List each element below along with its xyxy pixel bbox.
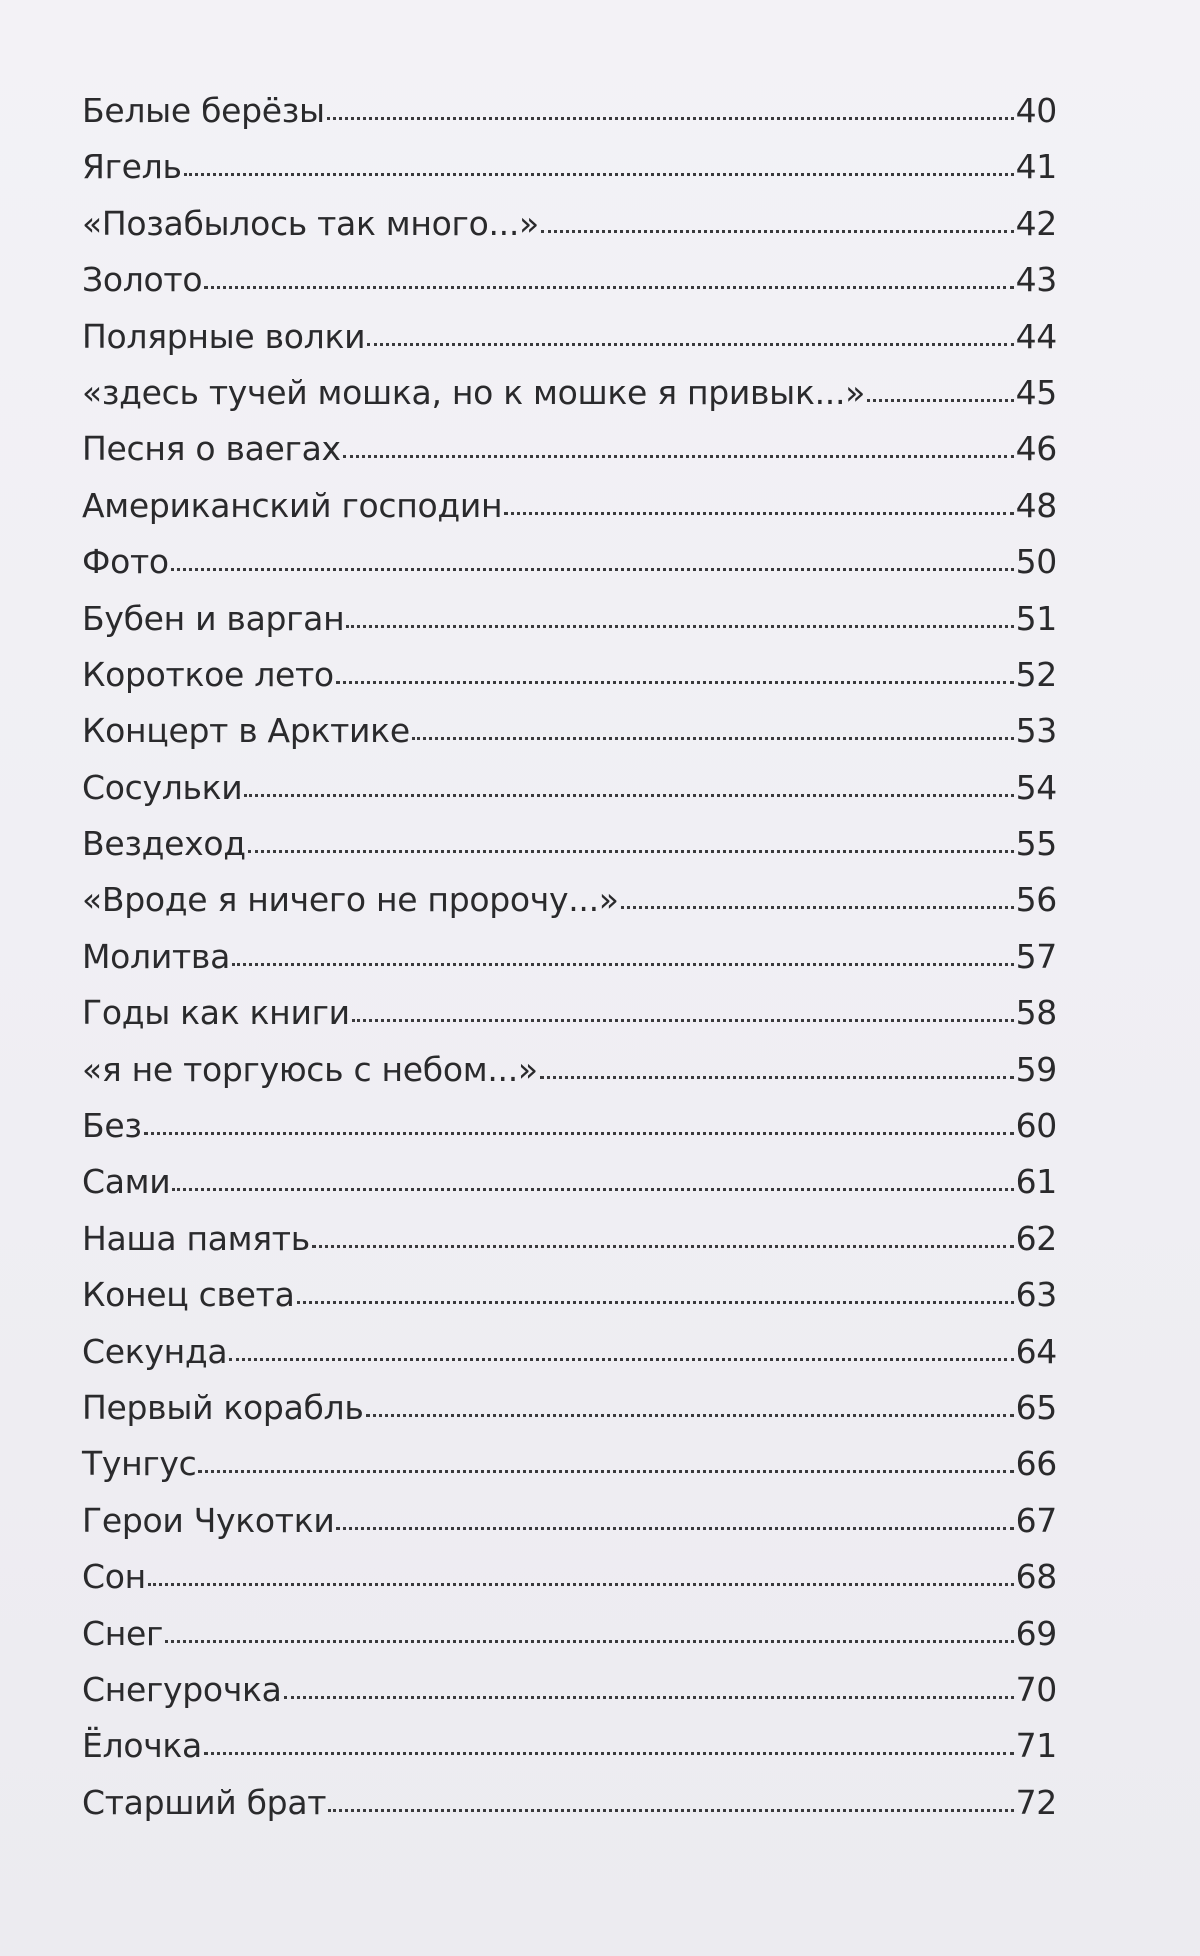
toc-entry-page: 63 <box>1015 1275 1057 1315</box>
toc-dot-leader <box>621 903 1014 909</box>
toc-entry-page: 58 <box>1015 993 1057 1033</box>
toc-entry <box>82 711 1057 770</box>
toc-entry-page: 57 <box>1015 936 1057 976</box>
toc-entry <box>82 1331 1057 1391</box>
toc-dot-leader <box>352 1016 1014 1022</box>
toc-entry-page: 70 <box>1015 1669 1057 1709</box>
toc-dot-leader <box>541 227 1014 233</box>
toc-dot-leader <box>328 1806 1013 1812</box>
toc-entry <box>82 1557 1057 1616</box>
toc-entry-title: Ёлочка <box>82 1726 202 1766</box>
toc-dot-leader <box>198 1467 1013 1473</box>
toc-entry <box>82 260 1057 319</box>
toc-entry <box>82 1726 1057 1785</box>
toc-dot-leader <box>336 678 1014 684</box>
toc-entry-title: Короткое лето <box>82 654 334 694</box>
toc-entry <box>82 1049 1057 1109</box>
toc-dot-leader <box>284 1693 1014 1699</box>
toc-entry-title: Золото <box>82 260 203 300</box>
toc-dot-leader <box>367 340 1013 346</box>
toc-entry-page: 66 <box>1015 1444 1057 1484</box>
toc-entry-title: Наша память <box>82 1218 310 1258</box>
toc-entry <box>82 372 1057 432</box>
toc-entry-page: 72 <box>1015 1782 1057 1822</box>
toc-entry <box>82 203 1057 263</box>
toc-entry-page: 64 <box>1015 1331 1057 1371</box>
toc-entry <box>82 1218 1057 1278</box>
toc-entry <box>82 654 1057 714</box>
toc-entry <box>82 1275 1057 1334</box>
toc-dot-leader <box>343 452 1014 458</box>
toc-entry-page: 59 <box>1015 1049 1057 1089</box>
toc-entry-page: 46 <box>1015 429 1057 469</box>
toc-entry-title: Тунгус <box>82 1444 197 1484</box>
toc-entry <box>82 91 1057 150</box>
toc-dot-leader <box>172 1185 1013 1191</box>
toc-entry <box>82 1500 1057 1560</box>
toc-entry <box>82 1444 1057 1503</box>
toc-entry-page: 44 <box>1015 316 1057 356</box>
toc-entry-page: 55 <box>1015 824 1057 864</box>
toc-dot-leader <box>297 1298 1014 1304</box>
toc-entry <box>82 824 1057 883</box>
toc-dot-leader <box>312 1242 1014 1248</box>
toc-entry-page: 67 <box>1015 1500 1057 1540</box>
toc-entry <box>82 767 1057 827</box>
toc-entry-page: 56 <box>1015 880 1057 920</box>
toc-entry-title: Конец света <box>82 1275 295 1315</box>
toc-dot-leader <box>244 791 1013 797</box>
toc-entry <box>82 316 1057 376</box>
toc-entry-page: 41 <box>1015 147 1057 187</box>
toc-entry-title: Старший брат <box>82 1782 327 1822</box>
toc-entry-page: 40 <box>1015 91 1057 130</box>
toc-dot-leader <box>248 847 1014 853</box>
toc-dot-leader <box>327 114 1014 120</box>
toc-dot-leader <box>504 509 1013 515</box>
toc-dot-leader <box>232 960 1014 966</box>
toc-entry-page: 43 <box>1015 260 1057 300</box>
toc-entry-page: 52 <box>1015 654 1057 694</box>
toc-entry-title: Белые берёзы <box>82 91 325 130</box>
toc-entry-title: Бубен и варган <box>82 598 345 638</box>
toc-entry <box>82 1106 1057 1165</box>
toc-entry-title: Первый корабль <box>82 1387 364 1427</box>
toc-entry-title: Американский господин <box>82 485 503 525</box>
toc-dot-leader <box>204 283 1013 289</box>
toc-dot-leader <box>148 1580 1014 1586</box>
toc-entry-title: Полярные волки <box>82 316 366 356</box>
toc-entry <box>82 542 1057 601</box>
toc-entry-page: 68 <box>1015 1557 1057 1597</box>
toc-dot-leader <box>867 396 1014 402</box>
toc-dot-leader <box>346 622 1013 628</box>
toc-entry-page: 48 <box>1015 485 1057 525</box>
toc-entry <box>82 936 1057 996</box>
toc-entry-title: «Вроде я ничего не пророчу...» <box>82 880 619 920</box>
toc-dot-leader <box>204 1749 1014 1755</box>
toc-dot-leader <box>336 1524 1013 1530</box>
toc-entry-title: Сосульки <box>82 767 243 807</box>
toc-entry-title: Снег <box>82 1613 164 1653</box>
toc-entry <box>82 1782 1057 1842</box>
toc-entry <box>82 429 1057 488</box>
toc-entry-page: 61 <box>1015 1162 1057 1202</box>
toc-entry-title: Сами <box>82 1162 171 1202</box>
toc-entry-title: Годы как книги <box>82 993 350 1033</box>
toc-entry-title: Фото <box>82 542 169 582</box>
toc-dot-leader <box>165 1637 1014 1643</box>
toc-dot-leader <box>184 170 1014 176</box>
table-of-contents <box>82 91 1057 1842</box>
toc-entry-page: 53 <box>1015 711 1057 751</box>
toc-entry <box>82 1387 1057 1447</box>
toc-entry <box>82 1613 1057 1673</box>
toc-entry-page: 69 <box>1015 1613 1057 1653</box>
toc-entry-page: 71 <box>1015 1726 1057 1766</box>
toc-entry-title: Вездеход <box>82 824 246 864</box>
toc-dot-leader <box>144 1129 1014 1135</box>
toc-entry-title: Ягель <box>82 147 182 187</box>
toc-entry-page: 51 <box>1015 598 1057 638</box>
toc-entry <box>82 598 1057 658</box>
toc-entry <box>82 485 1057 545</box>
toc-entry <box>82 993 1057 1052</box>
toc-dot-leader <box>366 1411 1014 1417</box>
toc-entry <box>82 1162 1057 1221</box>
toc-entry-title: Секунда <box>82 1331 228 1371</box>
toc-dot-leader <box>229 1355 1013 1361</box>
toc-entry <box>82 1669 1057 1729</box>
toc-entry-title: «здесь тучей мошка, но к мошке я привык...» <box>82 372 866 412</box>
toc-entry-page: 62 <box>1015 1218 1057 1258</box>
toc-entry-page: 50 <box>1015 542 1057 582</box>
toc-entry-title: Концерт в Арктике <box>82 711 410 751</box>
toc-dot-leader <box>171 565 1014 571</box>
toc-entry-page: 60 <box>1015 1106 1057 1146</box>
toc-entry-title: Молитва <box>82 936 230 976</box>
toc-entry-title: «я не торгуюсь с небом...» <box>82 1049 538 1089</box>
toc-entry-title: Сон <box>82 1557 146 1597</box>
toc-entry-page: 65 <box>1015 1387 1057 1427</box>
toc-entry-title: Снегурочка <box>82 1669 282 1709</box>
toc-entry-page: 54 <box>1015 767 1057 807</box>
toc-dot-leader <box>540 1073 1014 1079</box>
toc-entry <box>82 880 1057 939</box>
toc-entry <box>82 147 1057 206</box>
toc-entry-page: 42 <box>1015 203 1057 243</box>
toc-dot-leader <box>412 734 1014 740</box>
toc-entry-page: 45 <box>1015 372 1057 412</box>
toc-entry-title: «Позабылось так много...» <box>82 203 539 243</box>
toc-entry-title: Герои Чукотки <box>82 1500 335 1540</box>
toc-entry-title: Без <box>82 1106 142 1146</box>
toc-entry-title: Песня о ваегах <box>82 429 341 469</box>
